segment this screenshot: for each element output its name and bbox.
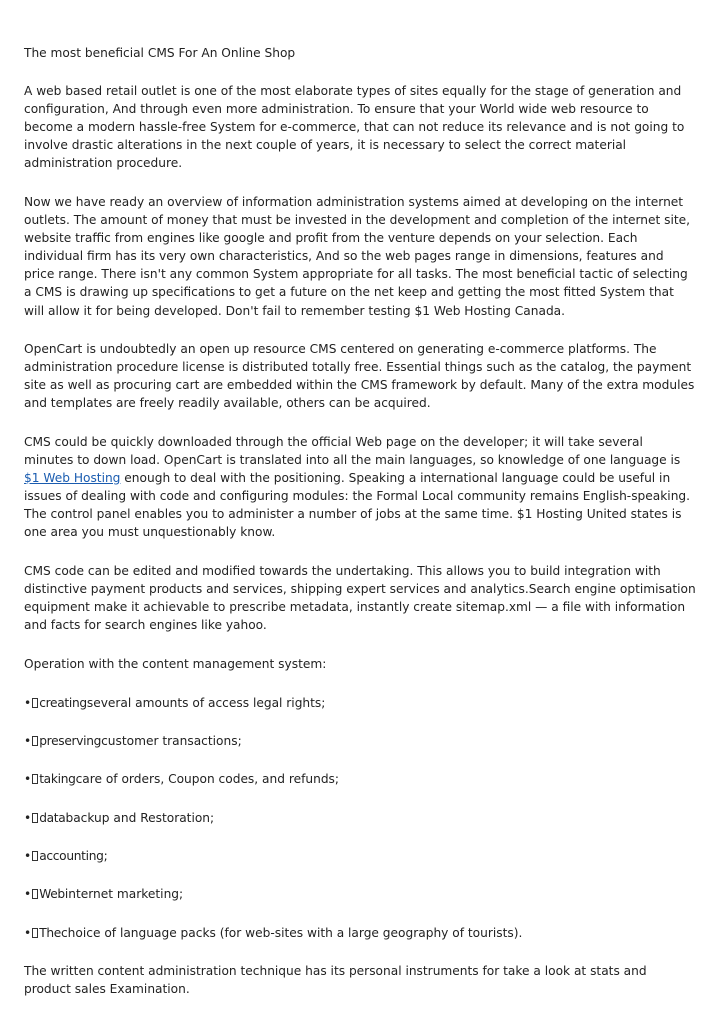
missing-glyph-icon (32, 928, 38, 938)
list-item-text: several amounts of access legal rights; (86, 695, 326, 710)
list-item-first-word: creating (39, 695, 87, 710)
paragraph-download (24, 433, 696, 542)
list-item (24, 732, 696, 750)
missing-glyph-icon (32, 774, 38, 784)
bullet-marker: • (24, 772, 32, 787)
paragraph-intro: A web based retail outlet is one of the most elaborate types of sites equally for the stage of generation and configuration, And through even more administration. To ensure that your World wide web resource to become a modern hassle-free System for e-commerce, that can not reduce its relevance and is not going to involve drastic alterations in the next couple of years, it is necessary to select the correct material administration procedure. (24, 84, 685, 171)
feature-list (24, 694, 696, 942)
list-item-first-word: accounting; (39, 849, 108, 864)
paragraph-code: CMS code can be edited and modified towards the undertaking. This allows you to build integration with distinctive payment products and services, shipping expert services and analytics.Search engine optimisation equipment make it achievable to prescribe metadata, instantly create sitemap.xml — a file with information and facts for search engines like yahoo. (24, 564, 696, 633)
list-item (24, 924, 696, 942)
list-item (24, 694, 696, 712)
list-item-text: choice of language packs (for web-sites with a large geography of tourists). (60, 925, 523, 940)
bullet-marker: • (24, 887, 32, 902)
bullet-marker: • (24, 849, 32, 864)
document-body (24, 44, 696, 1019)
bullet-marker: • (24, 733, 32, 748)
web-hosting-link[interactable]: $1 Web Hosting (24, 471, 121, 486)
list-item-text: care of orders, Coupon codes, and refunds; (75, 772, 340, 787)
list-item-text: backup and Restoration; (65, 810, 215, 825)
paragraph-closing: The written content administration technique has its personal instruments for take a look at stats and product sales Examination. (24, 964, 647, 997)
missing-glyph-icon (32, 889, 38, 899)
bullet-marker: • (24, 925, 32, 940)
paragraph-download-text-end: enough to deal with the positioning. Speaking a international language could be useful in issues of dealing with code and configuring modules: the Formal Local community remains English-speaking. The control panel enables you to administer a number of jobs at the same time. $1 Hosting United states is one area you must unquestionably know. (24, 471, 691, 540)
paragraph-opencart: OpenCart is undoubtedly an open up resource CMS centered on generating e-commerce platforms. The administration procedure license is distributed totally free. Essential things such as the catalog, the payment site as well as procuring cart are embedded within the CMS framework by default. Many of the extra modules and templates are freely readily available, others can be acquired. (24, 342, 695, 411)
missing-glyph-icon (32, 813, 38, 823)
list-item-text: internet marketing; (64, 887, 184, 902)
paragraph-download-text-start: CMS could be quickly downloaded through the official Web page on the developer; it will take several minutes to down load. OpenCart is translated into all the main languages, so knowledge of one language is (24, 435, 681, 468)
list-item (24, 770, 696, 788)
list-item-first-word: taking (39, 772, 76, 787)
list-item-first-word: The (39, 925, 61, 940)
bullet-marker: • (24, 810, 32, 825)
list-item (24, 847, 696, 865)
list-item (24, 885, 696, 903)
document-title: The most beneficial CMS For An Online Shop (24, 46, 296, 60)
bullet-marker: • (24, 695, 32, 710)
missing-glyph-icon (32, 698, 38, 708)
paragraph-overview: Now we have ready an overview of information administration systems aimed at developing on the internet outlets. The amount of money that must be invested in the development and completion of the internet site, website traffic from engines like google and profit from the venture depends on your selection. Each individual firm has its very own characteristics, And so the web pages range in dimensions, features and price range. There isn't any common System appropriate for all tasks. The most beneficial tactic of selecting a CMS is drawing up specifications to get a future on the net keep and getting the most fitted System that will allow it for being developed. Don't fail to remember testing $1 Web Hosting Canada. (24, 194, 691, 318)
list-item-first-word: preserving (39, 733, 102, 748)
missing-glyph-icon (32, 736, 38, 746)
missing-glyph-icon (32, 851, 38, 861)
list-item-first-word: Web (39, 887, 65, 902)
list-item-first-word: data (39, 810, 66, 825)
list-item-text: customer transactions; (101, 733, 242, 748)
paragraph-operation-heading: Operation with the content management system: (24, 656, 327, 671)
list-item (24, 809, 696, 827)
